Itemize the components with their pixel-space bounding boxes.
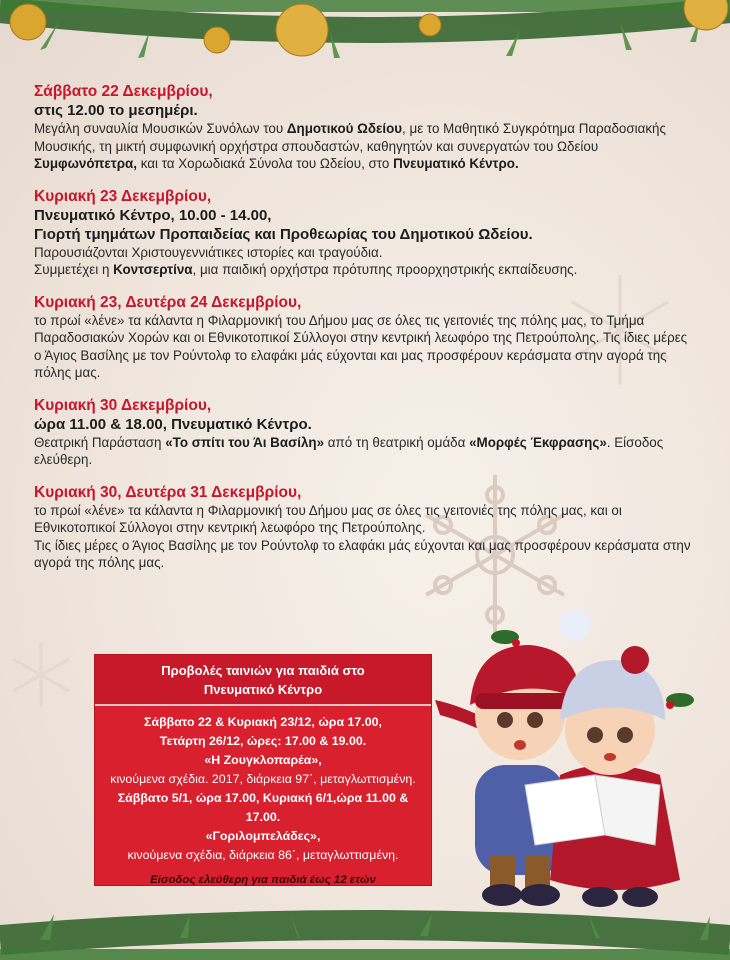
event-text: το πρωί «λένε» τα κάλαντα η Φιλαρμονική του Δήμου μας σε όλες τις γειτονιές της πόλης μας, το Τμήμα Παραδοσιακών Χορών και οι Εθνικοτοπικοί Σύλλογοι στην κεντρική λεωφόρο της Πετρούπολης. Τις ίδιες μέρες ο Άγιος Βασίλης με τον Ρούντολφ το ελαφάκι μάς εύχονται και μας προσφέρουν κεράσματα στην αγορά της πόλης μας.	[34, 312, 688, 380]
movie1-schedule-line2: Τετάρτη 26/12, ώρες: 17.00 & 19.00.	[159, 734, 367, 748]
event-block	[34, 293, 694, 382]
events-list	[34, 82, 694, 586]
free-entry-note: Είσοδος ελεύθερη για παιδιά έως 12 ετών	[150, 874, 376, 886]
movie1-description: κινούμενα σχέδια. 2017, διάρκεια 97΄, μεταγλωττισμένη.	[110, 772, 416, 786]
event-date: Κυριακή 30, Δευτέρα 31 Δεκεμβρίου,	[34, 483, 302, 501]
event-date: Κυριακή 23, Δευτέρα 24 Δεκεμβρίου,	[34, 293, 302, 311]
snowflake-icon	[6, 640, 76, 710]
bauble-icons	[10, 0, 728, 56]
event-time-venue: Πνευματικό Κέντρο, 10.00 - 14.00,	[34, 206, 272, 224]
event-text: Θεατρική Παράσταση	[34, 434, 166, 450]
event-date: Κυριακή 23 Δεκεμβρίου,	[34, 187, 212, 205]
event-text: , με το Μαθητικό Συγκρότημα Παραδοσιακής Μουσικής, τη μικτή συμφωνική ορχήστρα σπουδαστών, καθηγητών και συνεργατών του Ωδείου	[34, 121, 666, 154]
movie2-description: κινούμενα σχέδια, διάρκεια 86΄, μεταγλωττισμένη.	[127, 848, 399, 862]
event-text: και τα Χορωδιακά Σύνολα του Ωδείου, στο	[137, 156, 394, 171]
event-time-venue: στις 12.00 το μεσημέρι.	[34, 102, 198, 119]
movie1-title: «Η Ζουγκλοπαρέα»,	[204, 753, 322, 767]
event-block	[34, 82, 694, 173]
event-time-venue: ώρα 11.00 & 18.00, Πνευματικό Κέντρο.	[34, 415, 312, 433]
movie-screenings-box	[94, 654, 432, 886]
caroling-children-illustration	[430, 605, 720, 925]
event-text: Συμμετέχει η	[34, 262, 114, 277]
event-highlight: Πνευματικό Κέντρο.	[393, 156, 519, 171]
movie1-schedule-line1: Σάββατο 22 & Κυριακή 23/12, ώρα 17.00,	[144, 715, 382, 729]
event-highlight: Συμφωνόπετρα,	[34, 156, 137, 171]
event-description	[34, 244, 694, 279]
pine-garland-top	[0, 0, 730, 70]
event-block	[34, 483, 694, 572]
movie-box-body	[95, 706, 431, 890]
event-highlight: «Το σπίτι του Άι Βασίλη»	[165, 434, 325, 450]
event-description	[34, 120, 694, 173]
event-text: το πρωί «λένε» τα κάλαντα η Φιλαρμονική του Δήμου μας σε όλες τις γειτονιές της πόλης μας, και οι Εθνικοτοπικοί Σύλλογοι στην κεντρική λεωφόρο της Πετρούπολης.	[34, 502, 622, 535]
event-highlight: Δημοτικού Ωδείου	[286, 121, 403, 136]
event-text: Τις ίδιες μέρες ο Άγιος Βασίλης με τον Ρούντολφ το ελαφάκι μάς εύχονται και μας προσφέρουν κεράσματα στην αγορά της πόλης μας.	[34, 537, 691, 570]
event-text: από τη θεατρική ομάδα	[324, 434, 470, 450]
event-description	[34, 434, 694, 469]
event-block	[34, 396, 694, 469]
event-block	[34, 187, 694, 279]
event-text: . Είσοδος ελεύθερη.	[34, 434, 664, 467]
event-text: Μεγάλη συναυλία Μουσικών Συνόλων του	[34, 121, 287, 136]
movie2-schedule: Σάββατο 5/1, ώρα 17.00, Κυριακή 6/1,ώρα 11.00 & 17.00.	[117, 791, 409, 824]
event-highlight: Κοντσερτίνα	[113, 262, 193, 277]
event-description	[34, 502, 694, 572]
event-text: Παρουσιάζονται Χριστουγεννιάτικες ιστορίες και τραγούδια.	[34, 244, 383, 260]
event-highlight: «Μορφές Έκφρασης»	[469, 434, 607, 450]
event-text: , μια παιδική ορχήστρα πρότυπης προορχηστρικής εκπαίδευσης.	[192, 262, 578, 277]
event-description	[34, 312, 694, 382]
movie2-title: «Γοριλομπελάδες»,	[205, 829, 321, 843]
event-date: Σάββατο 22 Δεκεμβρίου,	[34, 83, 213, 100]
movie-box-title: Προβολές ταινιών για παιδιά στο Πνευματικό Κέντρο	[95, 655, 431, 706]
event-date: Κυριακή 30 Δεκεμβρίου,	[34, 396, 212, 414]
event-time-venue: Γιορτή τμημάτων Προπαιδείας και Προθεωρίας του Δημοτικού Ωδείου.	[34, 225, 533, 243]
